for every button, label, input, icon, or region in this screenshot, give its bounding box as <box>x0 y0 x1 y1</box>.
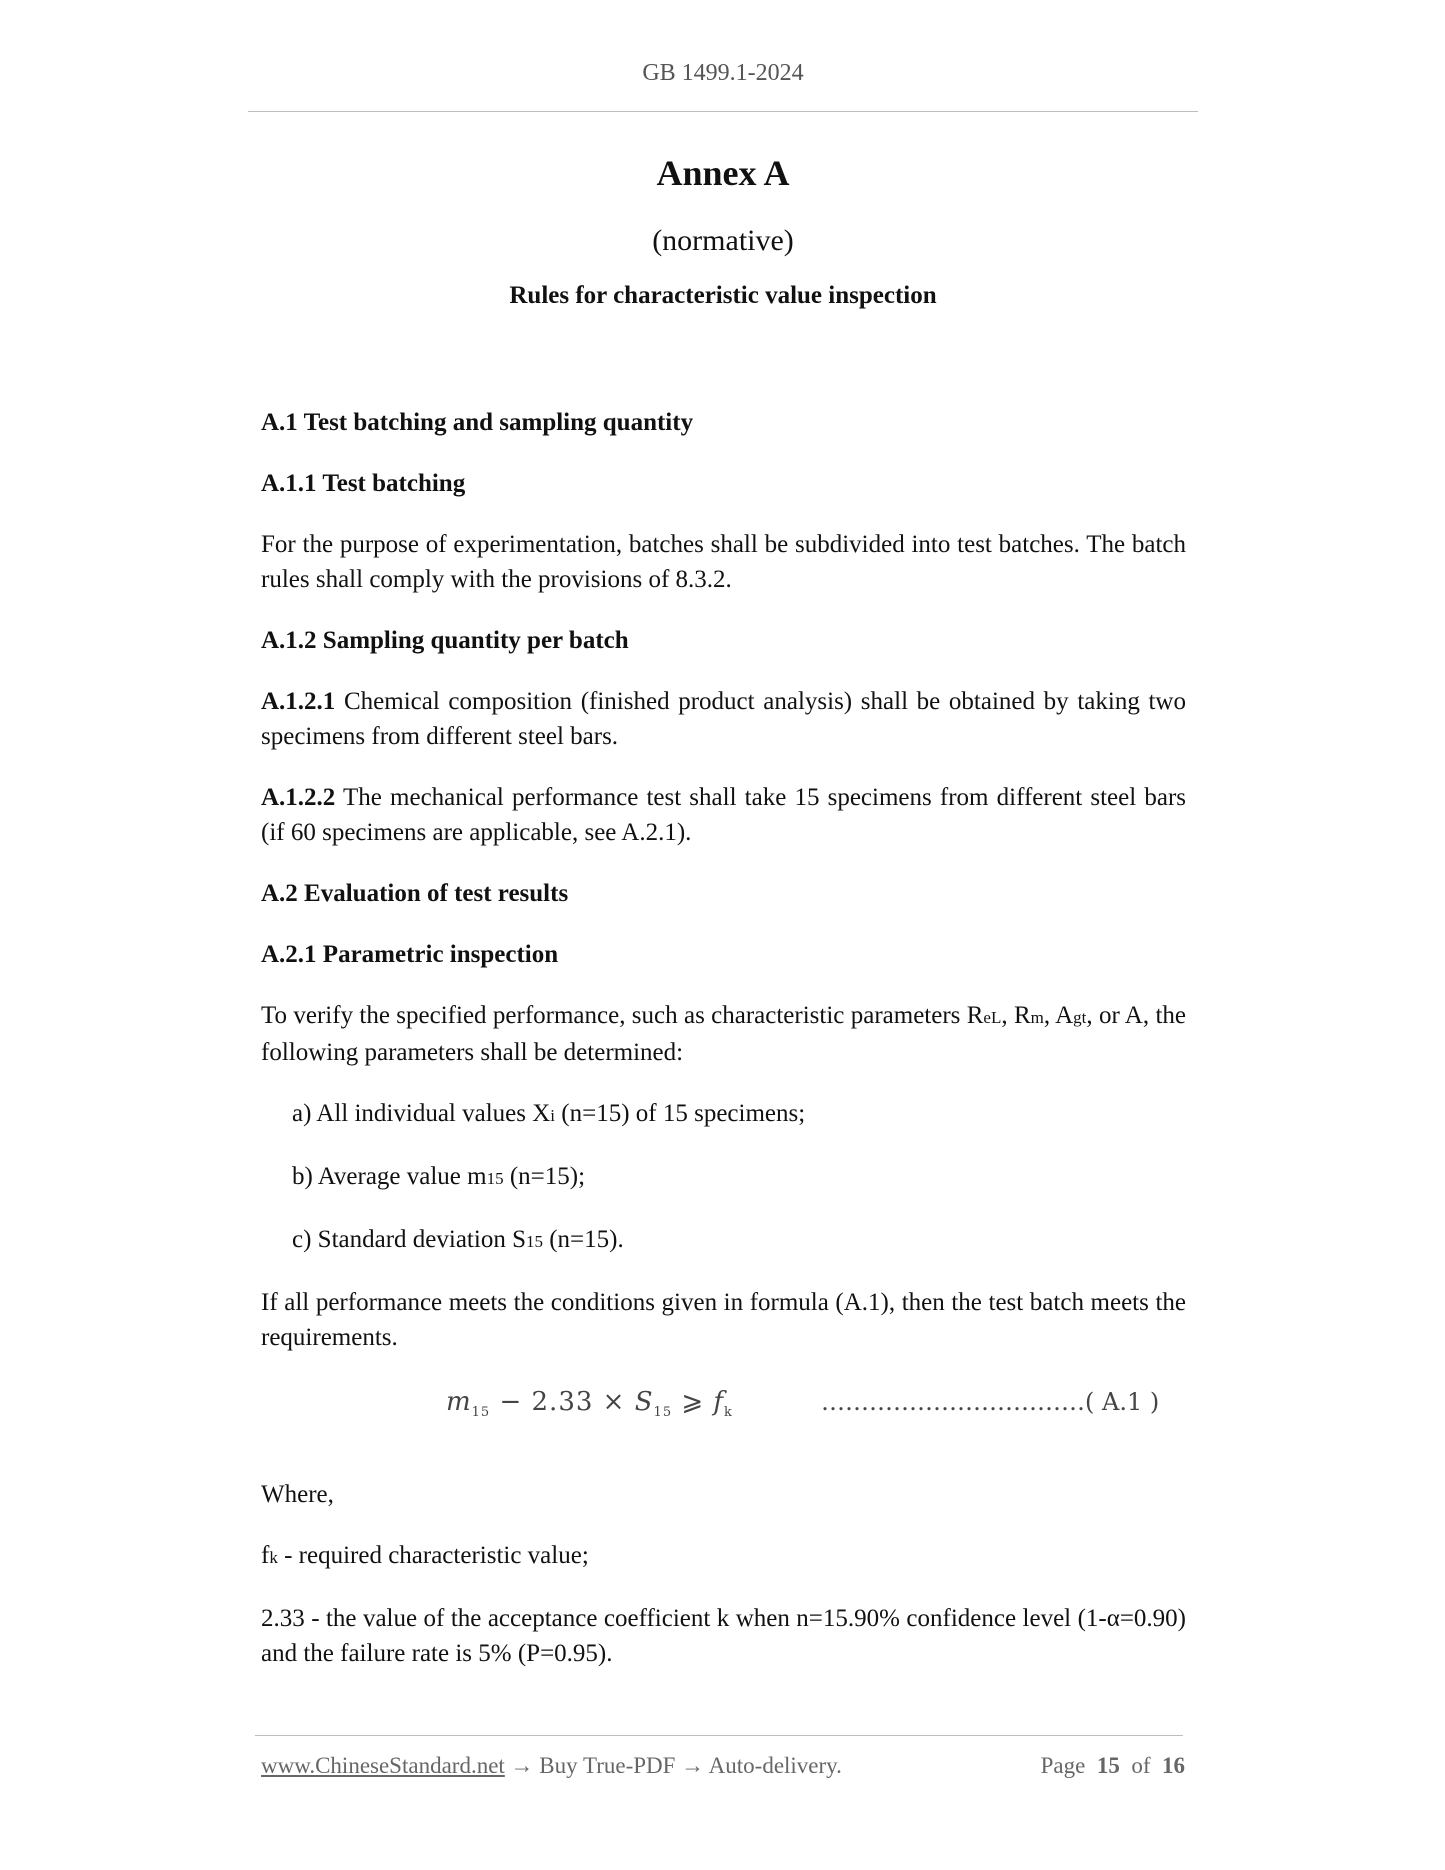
clause-a122 <box>261 780 1186 850</box>
formula-s: S <box>634 1387 654 1417</box>
annex-heading: Rules for characteristic value inspection <box>509 282 937 309</box>
page-number <box>1000 1753 1185 1779</box>
where-label: Where, <box>261 1481 334 1508</box>
section-a11-text: For the purpose of experimentation, batches shall be subdivided into test batches. The batch rules shall comply with the provisions of 8.3.2. <box>261 531 1186 593</box>
text-fragment: , or A, the following parameters shall be determined: <box>261 1002 1186 1066</box>
footer-site-link[interactable]: www.ChineseStandard.net <box>261 1753 505 1778</box>
formula-operator: − 2.33 × <box>490 1387 635 1417</box>
section-a21-title: A.2.1 Parametric inspection <box>261 941 559 968</box>
subscript-m: m <box>1030 1008 1044 1027</box>
page-of-label: of <box>1131 1753 1151 1778</box>
page-label: Page <box>1040 1753 1086 1778</box>
condition-text: If all performance meets the conditions given in formula (A.1), then the test batch meets the requirements. <box>261 1289 1186 1351</box>
header-divider <box>248 111 1198 112</box>
formula-reference: ……………………………( A.1 ) <box>821 1388 1160 1416</box>
text-fragment: , R <box>1001 1002 1031 1029</box>
subscript-i: i <box>550 1106 556 1125</box>
text-fragment: To verify the specified performance, such as characteristic parameters R <box>261 1002 984 1029</box>
formula-geq: ⩾ <box>672 1387 714 1417</box>
formula-f: f <box>713 1387 725 1417</box>
clause-a122-number: A.1.2.2 <box>261 784 336 811</box>
clause-a122-text: The mechanical performance test shall take 15 specimens from different steel bars (if 60 specimens are applicable, see A.2.1). <box>261 784 1186 846</box>
fk-subscript: k <box>269 1548 278 1567</box>
formula-m: m <box>446 1387 472 1417</box>
annex-type: (normative) <box>652 224 794 257</box>
footer-divider <box>255 1735 1183 1736</box>
subscript-gt: gt <box>1073 1008 1087 1027</box>
page-current: 15 <box>1096 1753 1120 1778</box>
formula-f-subscript: k <box>724 1405 733 1420</box>
section-a21-text <box>261 998 1186 1070</box>
text-fragment: (n=15). <box>542 1226 624 1253</box>
footer-promo-text: → Buy True-PDF → Auto-delivery. <box>504 1753 842 1778</box>
text-fragment: b) Average value m <box>292 1163 487 1190</box>
formula-expression <box>446 1385 733 1424</box>
section-a11-title: A.1.1 Test batching <box>261 470 466 497</box>
section-a2-title: A.2 Evaluation of test results <box>261 880 569 907</box>
definition-coefficient: 2.33 - the value of the acceptance coefficient k when n=15.90% confidence level (1-α=0.90) and the failure rate is 5% (P=0.95). <box>261 1605 1186 1667</box>
clause-a121-text: Chemical composition (finished product analysis) shall be obtained by taking two specimens from different steel bars. <box>261 688 1186 750</box>
page-header: GB 1499.1-2024 <box>642 60 804 86</box>
footer-promo <box>261 1753 842 1779</box>
text-fragment: (n=15) of 15 specimens; <box>555 1100 806 1127</box>
formula-a1 <box>261 1375 1186 1469</box>
fk-text: - required characteristic value; <box>277 1542 589 1569</box>
text-fragment: a) All individual values X <box>292 1100 551 1127</box>
clause-a121 <box>261 684 1186 754</box>
list-item-b <box>261 1159 1186 1196</box>
subscript-15: 15 <box>525 1232 543 1251</box>
subscript-el: eL <box>983 1008 1002 1027</box>
subscript-15: 15 <box>486 1169 504 1188</box>
text-fragment: c) Standard deviation S <box>292 1226 526 1253</box>
clause-a121-number: A.1.2.1 <box>261 688 336 715</box>
page-total: 16 <box>1162 1753 1185 1778</box>
formula-s-subscript: 15 <box>653 1405 673 1420</box>
definition-fk <box>261 1538 1186 1575</box>
section-a1-title: A.1 Test batching and sampling quantity <box>261 409 694 436</box>
annex-content <box>261 405 1186 1697</box>
list-item-c <box>261 1222 1186 1259</box>
text-fragment: , A <box>1043 1002 1074 1029</box>
fk-symbol: f <box>261 1542 270 1569</box>
text-fragment: (n=15); <box>503 1163 586 1190</box>
annex-title: Annex A <box>656 153 790 193</box>
list-item-a <box>261 1096 1186 1133</box>
formula-m-subscript: 15 <box>471 1405 491 1420</box>
section-a12-title: A.1.2 Sampling quantity per batch <box>261 627 629 654</box>
